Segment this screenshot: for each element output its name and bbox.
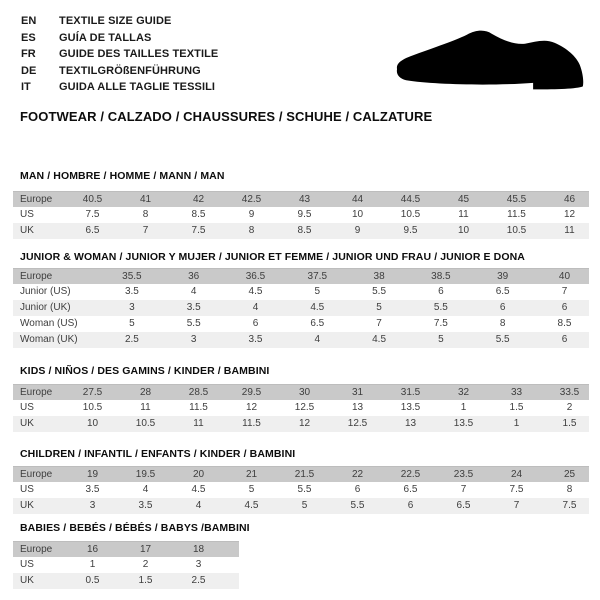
size-value-cell: 33.5 [559, 387, 580, 398]
size-value-cell: 10.5 [400, 209, 421, 220]
size-value-cell: 7 [142, 225, 149, 236]
table-row [13, 482, 589, 498]
language-code: ES [21, 31, 36, 44]
size-value-cell: 6.5 [85, 225, 100, 236]
size-value-cell: 11.5 [189, 402, 208, 413]
language-item [21, 79, 218, 96]
size-value-cell: 3.5 [138, 500, 153, 511]
size-value-cell: 40.5 [82, 194, 103, 205]
size-value-cell: 9 [354, 225, 361, 236]
size-value-cell: 44 [351, 194, 364, 205]
size-value-cell: 24 [510, 469, 523, 480]
size-table [13, 541, 239, 589]
section-title: KIDS / NIÑOS / DES GAMINS / KINDER / BAMBINI [20, 365, 270, 377]
size-value-cell: 19 [86, 469, 99, 480]
size-value-cell: 4.5 [372, 334, 387, 345]
size-value-cell: 4.5 [191, 484, 206, 495]
table-header-row [13, 541, 239, 557]
size-value-cell: 12 [298, 418, 311, 429]
language-label: TEXTILGRÖßENFÜHRUNG [59, 64, 201, 77]
size-value-cell: 9.5 [297, 209, 312, 220]
table-row [13, 284, 589, 300]
size-value-cell: 5 [376, 302, 382, 313]
size-value-cell: 7.5 [433, 318, 448, 329]
shoe-icon [394, 27, 592, 95]
size-value-cell: 8 [142, 209, 149, 220]
language-code: EN [21, 15, 37, 27]
size-value-cell: 8 [566, 484, 573, 495]
size-value-cell: 5.5 [297, 484, 312, 495]
size-value-cell: 1.5 [562, 418, 577, 429]
row-label-cell: Woman (UK) [20, 334, 78, 345]
size-value-cell: 11 [564, 225, 575, 236]
size-value-cell: 32 [457, 387, 470, 398]
language-label: GUIDE DES TAILLES TEXTILE [59, 48, 219, 61]
size-value-cell: 6 [499, 302, 506, 313]
size-value-cell: 6.5 [495, 286, 510, 297]
size-value-cell: 10 [457, 225, 470, 236]
language-label: TEXTILE SIZE GUIDE [59, 15, 172, 27]
size-value-cell: 8.5 [557, 318, 572, 329]
size-value-cell: 4.5 [248, 286, 263, 297]
size-value-cell: 33 [510, 387, 523, 398]
size-value-cell: 3.5 [248, 334, 263, 345]
row-label-cell: UK [20, 575, 34, 586]
size-value-cell: 3 [195, 559, 202, 570]
row-label-cell: US [20, 484, 34, 495]
size-value-cell: 3.5 [124, 286, 139, 297]
size-value-cell: 5 [129, 318, 135, 329]
size-value-cell: 31.5 [400, 387, 421, 398]
size-value-cell: 6 [252, 318, 259, 329]
size-value-cell: 25 [563, 469, 576, 480]
row-label-cell: US [20, 209, 34, 220]
size-value-cell: 44.5 [400, 194, 421, 205]
size-value-cell: 11 [193, 418, 204, 429]
table-row [13, 223, 589, 239]
size-value-cell: 16 [86, 544, 99, 555]
size-value-cell: 21.5 [294, 469, 315, 480]
size-value-cell: 6 [438, 286, 444, 297]
size-value-cell: 7 [561, 286, 568, 297]
size-value-cell: 6 [561, 302, 568, 313]
size-value-cell: 6 [561, 334, 568, 345]
size-value-cell: 10.5 [135, 418, 156, 429]
language-label: GUIDA ALLE TAGLIE TESSILI [59, 81, 216, 94]
table-row [13, 498, 589, 514]
size-value-cell: 1 [89, 559, 96, 570]
row-label-cell: UK [20, 418, 34, 429]
size-value-cell: 7.5 [509, 484, 524, 495]
size-value-cell: 12 [245, 402, 258, 413]
size-value-cell: 1 [460, 402, 467, 413]
size-value-cell: 36 [188, 271, 200, 282]
size-value-cell: 1.5 [509, 402, 524, 413]
language-item [21, 63, 218, 80]
size-value-cell: 2 [142, 559, 149, 570]
language-code: IT [21, 81, 31, 94]
size-value-cell: 4 [195, 500, 202, 511]
size-value-cell: 4.5 [244, 500, 259, 511]
size-value-cell: 5.5 [350, 500, 365, 511]
row-label-cell: UK [20, 500, 34, 511]
size-table [13, 268, 589, 348]
table-header-row [13, 268, 589, 284]
size-value-cell: 45 [457, 194, 470, 205]
section-title: JUNIOR & WOMAN / JUNIOR Y MUJER / JUNIOR ET FEMME / JUNIOR UND FRAU / JUNIOR E DONA [20, 251, 525, 263]
size-value-cell: 6.5 [310, 318, 325, 329]
size-value-cell: 3 [190, 334, 197, 345]
language-code: DE [21, 64, 37, 77]
table-row [13, 316, 589, 332]
row-label-cell: US [20, 559, 34, 570]
size-value-cell: 10.5 [506, 225, 527, 236]
table-header-row [13, 466, 589, 482]
size-value-cell: 17 [139, 544, 152, 555]
table-row [13, 557, 239, 573]
size-value-cell: 13.5 [453, 418, 474, 429]
size-value-cell: 6 [354, 484, 361, 495]
size-value-cell: 7 [460, 484, 467, 495]
size-value-cell: 11.5 [507, 209, 526, 220]
row-label-cell: US [20, 402, 34, 413]
size-value-cell: 10 [86, 418, 99, 429]
size-value-cell: 27.5 [82, 387, 103, 398]
size-value-cell: 5.5 [495, 334, 510, 345]
size-value-cell: 5.5 [186, 318, 201, 329]
row-label-cell: Woman (US) [20, 318, 78, 329]
size-value-cell: 13 [351, 402, 364, 413]
size-value-cell: 7.5 [562, 500, 577, 511]
size-value-cell: 45.5 [506, 194, 527, 205]
table-header-row [13, 384, 589, 400]
table-row [13, 416, 589, 432]
size-value-cell: 19.5 [135, 469, 156, 480]
size-value-cell: 4 [314, 334, 321, 345]
row-label-cell: Europe [20, 194, 53, 205]
size-value-cell: 10.5 [82, 402, 103, 413]
size-value-cell: 36.5 [245, 271, 266, 282]
section-title: MAN / HOMBRE / HOMME / MANN / MAN [20, 170, 225, 182]
size-value-cell: 3.5 [186, 302, 201, 313]
row-label-cell: Europe [20, 544, 53, 555]
size-table [13, 384, 589, 432]
category-title: FOOTWEAR / CALZADO / CHAUSSURES / SCHUHE / CALZATURE [20, 109, 433, 124]
table-header-row [13, 191, 589, 207]
size-value-cell: 35.5 [122, 271, 142, 282]
size-value-cell: 3.5 [85, 484, 100, 495]
row-label-cell: Europe [20, 469, 53, 480]
size-value-cell: 39 [497, 271, 509, 282]
size-value-cell: 6.5 [456, 500, 471, 511]
size-value-cell: 6 [407, 500, 414, 511]
size-value-cell: 4 [190, 286, 197, 297]
size-value-cell: 28.5 [188, 387, 209, 398]
size-value-cell: 5.5 [433, 302, 448, 313]
size-value-cell: 23.5 [453, 469, 474, 480]
size-value-cell: 7 [513, 500, 520, 511]
language-item [21, 30, 218, 47]
size-value-cell: 11 [458, 209, 469, 220]
size-value-cell: 29.5 [241, 387, 262, 398]
size-value-cell: 38 [373, 271, 385, 282]
size-value-cell: 2.5 [191, 575, 206, 586]
size-value-cell: 42.5 [241, 194, 262, 205]
size-value-cell: 7.5 [191, 225, 206, 236]
size-value-cell: 13.5 [400, 402, 421, 413]
size-value-cell: 37.5 [307, 271, 328, 282]
size-value-cell: 4.5 [310, 302, 325, 313]
size-value-cell: 43 [298, 194, 311, 205]
size-value-cell: 4 [142, 484, 149, 495]
size-value-cell: 8.5 [297, 225, 312, 236]
size-value-cell: 12 [563, 209, 576, 220]
size-value-cell: 3 [89, 500, 96, 511]
table-row [13, 300, 589, 316]
size-table [13, 191, 589, 239]
size-value-cell: 12.5 [347, 418, 368, 429]
size-value-cell: 2 [566, 402, 573, 413]
size-value-cell: 38.5 [431, 271, 451, 282]
size-value-cell: 22 [351, 469, 364, 480]
size-value-cell: 9.5 [403, 225, 418, 236]
size-value-cell: 7 [376, 318, 382, 329]
size-value-cell: 13 [404, 418, 417, 429]
language-code: FR [21, 48, 36, 61]
language-label: GUÍA DE TALLAS [59, 31, 152, 44]
size-value-cell: 18 [192, 544, 205, 555]
size-value-cell: 11 [140, 402, 151, 413]
section-title: BABIES / BEBÉS / BÉBÉS / BABYS /BAMBINI [20, 522, 250, 534]
size-value-cell: 40 [558, 271, 571, 282]
size-value-cell: 2.5 [124, 334, 139, 345]
size-value-cell: 4 [252, 302, 259, 313]
size-value-cell: 42 [192, 194, 205, 205]
size-value-cell: 21 [245, 469, 258, 480]
size-value-cell: 3 [129, 302, 135, 313]
size-value-cell: 7.5 [85, 209, 100, 220]
size-value-cell: 28 [139, 387, 152, 398]
size-value-cell: 22.5 [400, 469, 421, 480]
size-value-cell: 5 [301, 500, 308, 511]
size-table [13, 466, 589, 514]
size-value-cell: 10 [351, 209, 364, 220]
language-item [21, 46, 218, 63]
row-label-cell: Junior (UK) [20, 302, 71, 313]
size-value-cell: 0.5 [85, 575, 100, 586]
size-value-cell: 31 [351, 387, 364, 398]
row-label-cell: Europe [20, 271, 53, 282]
language-item [21, 13, 218, 30]
size-value-cell: 1 [513, 418, 520, 429]
size-value-cell: 5 [248, 484, 255, 495]
size-value-cell: 5 [438, 334, 444, 345]
size-value-cell: 5.5 [372, 286, 387, 297]
size-value-cell: 9 [248, 209, 255, 220]
size-value-cell: 11.5 [242, 418, 261, 429]
size-value-cell: 1.5 [138, 575, 153, 586]
size-value-cell: 6.5 [403, 484, 418, 495]
row-label-cell: Junior (US) [20, 286, 71, 297]
size-value-cell: 12.5 [294, 402, 315, 413]
table-row [13, 207, 589, 223]
size-value-cell: 8.5 [191, 209, 206, 220]
size-value-cell: 8 [499, 318, 506, 329]
size-value-cell: 30 [298, 387, 311, 398]
table-row [13, 332, 589, 348]
size-value-cell: 46 [563, 194, 576, 205]
table-row [13, 400, 589, 416]
language-list [21, 13, 218, 96]
size-value-cell: 5 [314, 286, 321, 297]
row-label-cell: UK [20, 225, 34, 236]
size-value-cell: 20 [192, 469, 205, 480]
size-value-cell: 41 [139, 194, 152, 205]
row-label-cell: Europe [20, 387, 53, 398]
section-title: CHILDREN / INFANTIL / ENFANTS / KINDER / BAMBINI [20, 448, 296, 460]
table-row [13, 573, 239, 589]
size-value-cell: 8 [248, 225, 255, 236]
